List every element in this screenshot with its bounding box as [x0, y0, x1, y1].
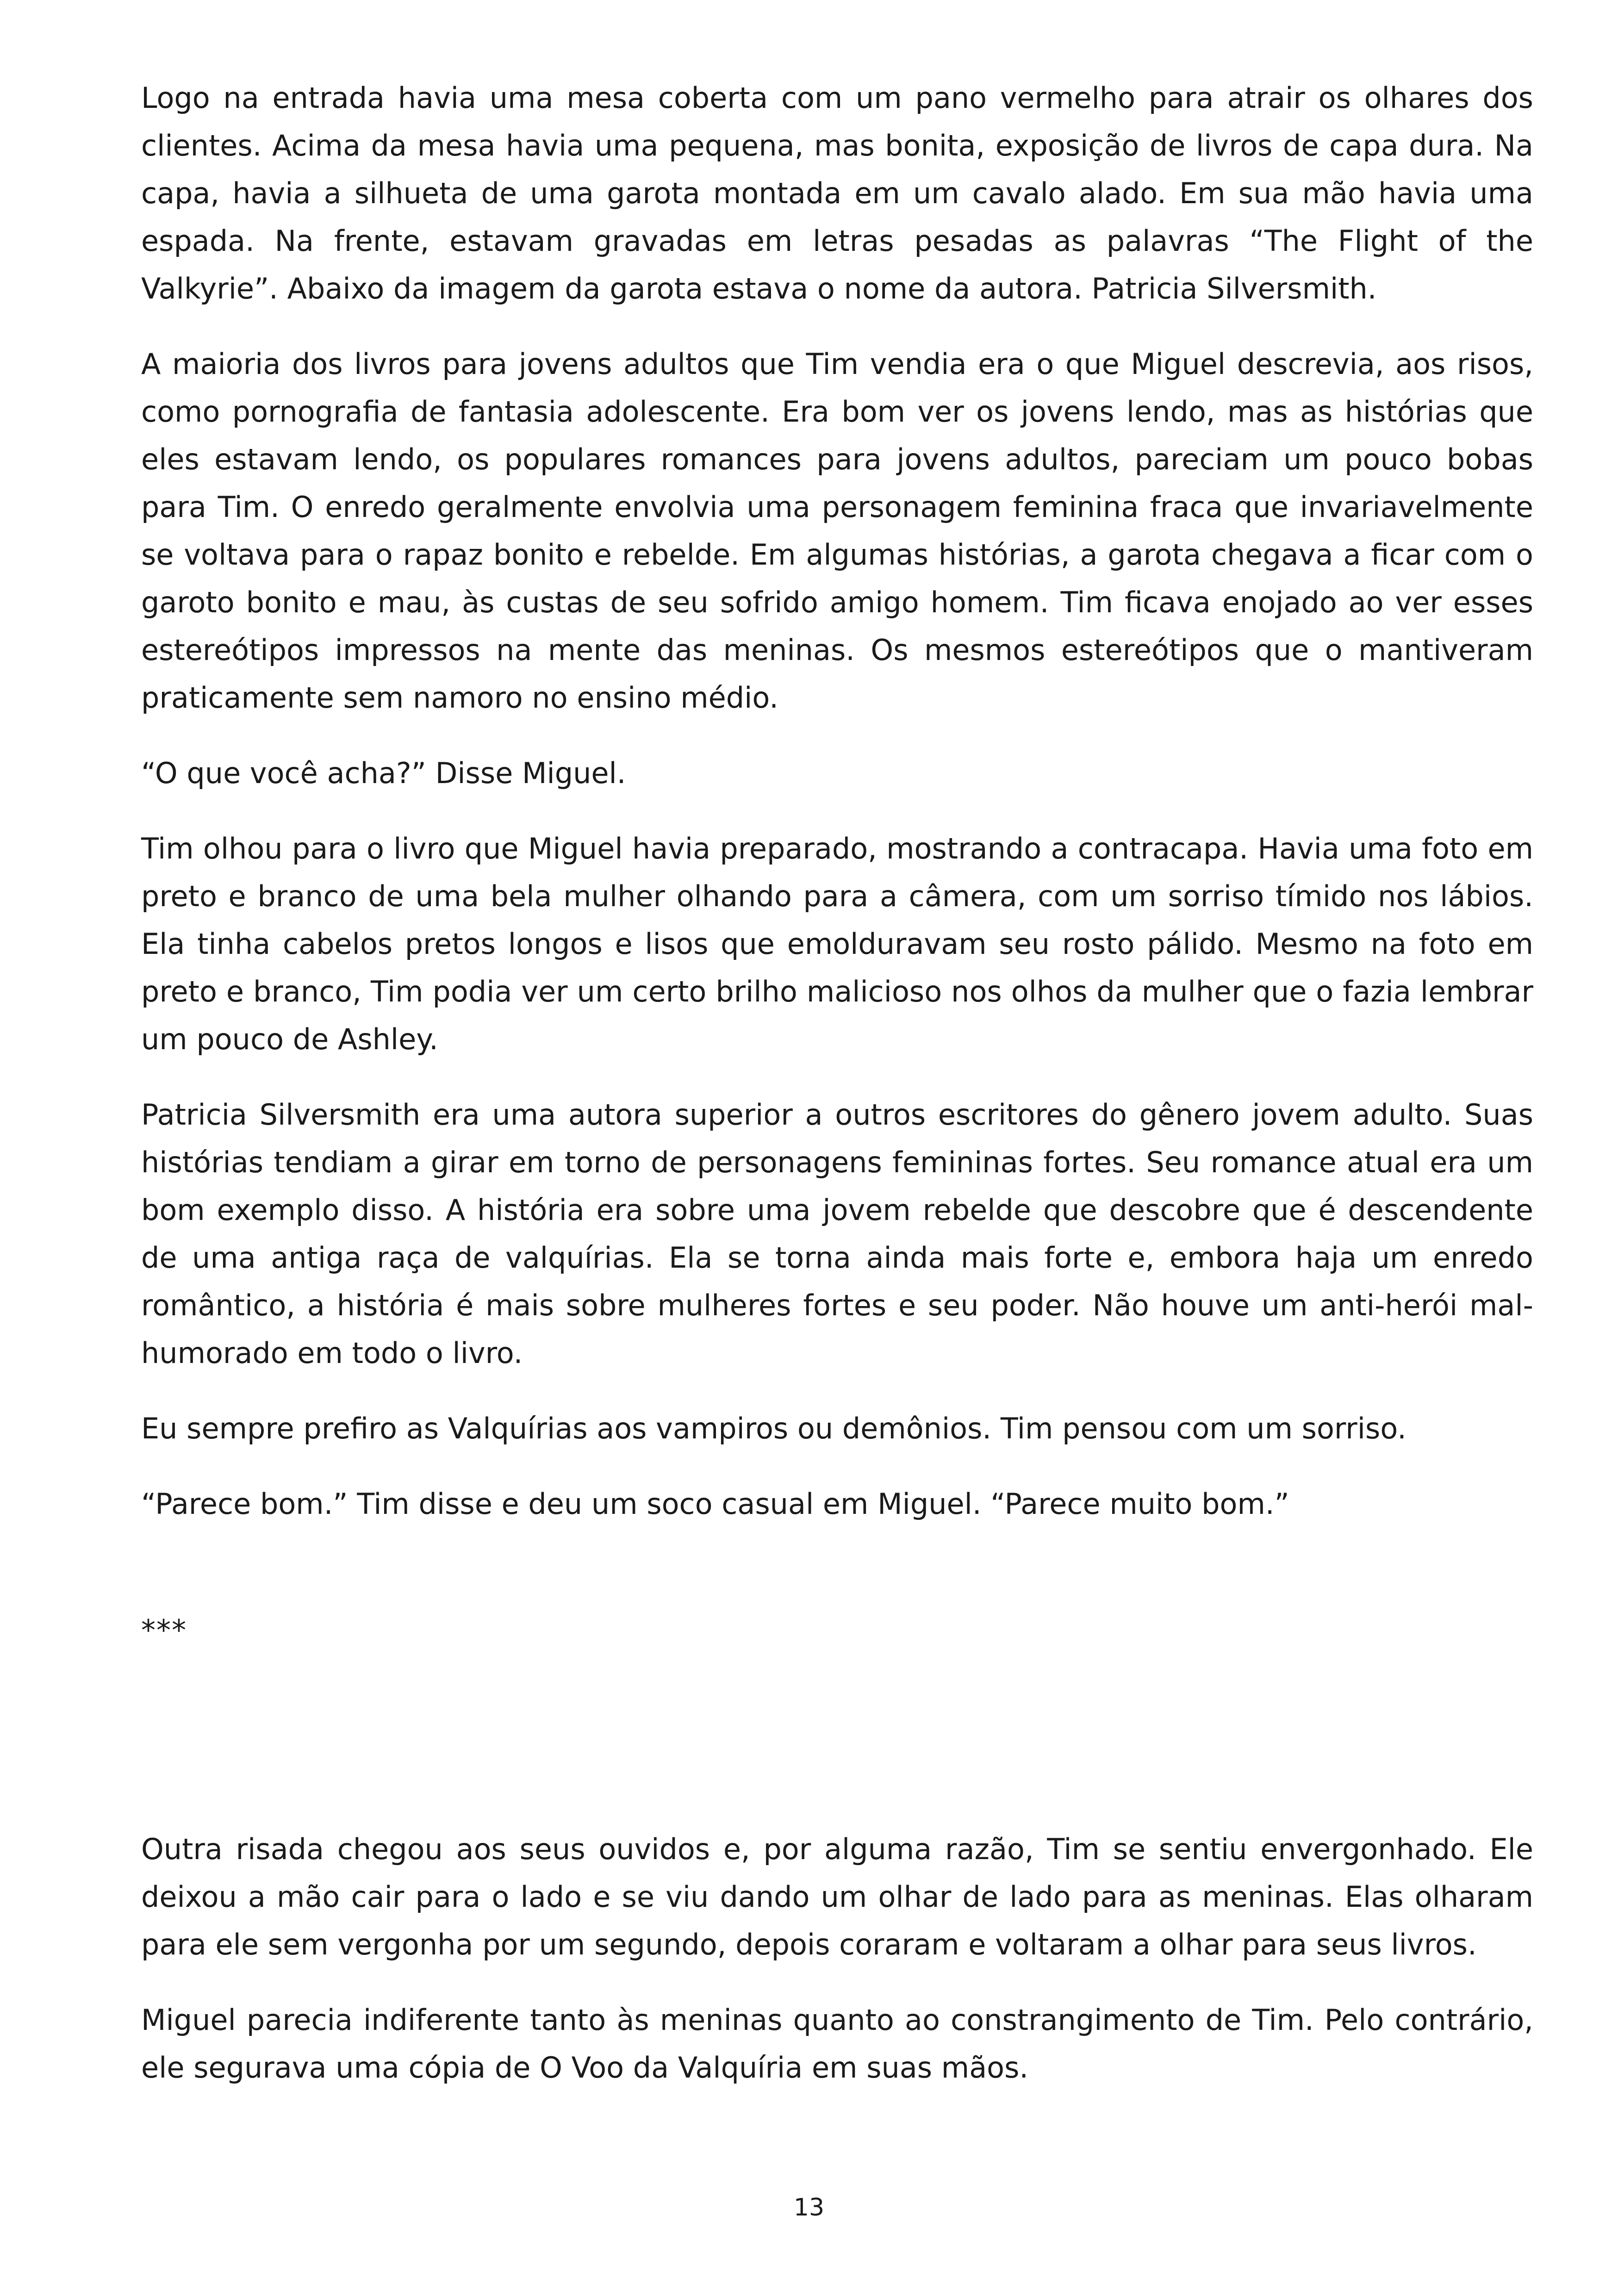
paragraph: “Parece bom.” Tim disse e deu um soco casual em Miguel. “Parece muito bom.” [141, 1487, 1289, 1521]
paragraph: Eu sempre prefiro as Valquírias aos vampiros ou demônios. Tim pensou com um sorriso. [141, 1412, 1406, 1445]
paragraph: “O que você acha?” Disse Miguel. [141, 756, 626, 790]
section-separator: *** [141, 1613, 187, 1647]
paragraph: Miguel parecia indiferente tanto às meninas quanto ao constrangimento de Tim. Pelo contrário, ele segurava uma cópia de O Voo da Valquíria em suas mãos. [141, 2003, 1533, 2084]
paragraph: Logo na entrada havia uma mesa coberta com um pano vermelho para atrair os olhares dos clientes. Acima da mesa havia uma pequena, mas bonita, exposição de livros de capa dura. Na capa, havia a silhueta de uma garota montada em um cavalo alado. Em sua mão havia uma espada. Na frente, estavam gravadas em letras pesadas as palavras “The Flight of the Valkyrie”. Abaixo da imagem da garota estava o nome da autora. Patricia Silversmith. [141, 81, 1533, 305]
document-page [141, 74, 1533, 2119]
paragraph: Tim olhou para o livro que Miguel havia preparado, mostrando a contracapa. Havia uma foto em preto e branco de uma bela mulher olhando para a câmera, com um sorriso tímido nos lábios. Ela tinha cabelos pretos longos e lisos que emolduravam seu rosto pálido. Mesmo na foto em preto e branco, Tim podia ver um certo brilho malicioso nos olhos da mulher que o fazia lembrar um pouco de Ashley. [141, 832, 1533, 1056]
paragraph: Outra risada chegou aos seus ouvidos e, por alguma razão, Tim se sentiu envergonhado. Ele deixou a mão cair para o lado e se viu dando um olhar de lado para as meninas. Elas olharam para ele sem vergonha por um segundo, depois coraram e voltaram a olhar para seus livros. [141, 1832, 1533, 1961]
page-number: 13 [793, 2194, 825, 2221]
paragraph: Patricia Silversmith era uma autora superior a outros escritores do gênero jovem adulto. Suas histórias tendiam a girar em torno de personagens femininas fortes. Seu romance atual era um bom exemplo disso. A história era sobre uma jovem rebelde que descobre que é descendente de uma antiga raça de valquírias. Ela se torna ainda mais forte e, embora haja um enredo romântico, a história é mais sobre mulheres fortes e seu poder. Não houve um anti-herói mal-humorado em todo o livro. [141, 1098, 1533, 1370]
paragraph: A maioria dos livros para jovens adultos que Tim vendia era o que Miguel descrevia, aos risos, como pornografia de fantasia adolescente. Era bom ver os jovens lendo, mas as histórias que eles estavam lendo, os populares romances para jovens adultos, pareciam um pouco bobas para Tim. O enredo geralmente envolvia uma personagem feminina fraca que invariavelmente se voltava para o rapaz bonito e rebelde. Em algumas histórias, a garota chegava a ficar com o garoto bonito e mau, às custas de seu sofrido amigo homem. Tim ficava enojado ao ver esses estereótipos impressos na mente das meninas. Os mesmos estereótipos que o mantiveram praticamente sem namoro no ensino médio. [141, 347, 1533, 715]
